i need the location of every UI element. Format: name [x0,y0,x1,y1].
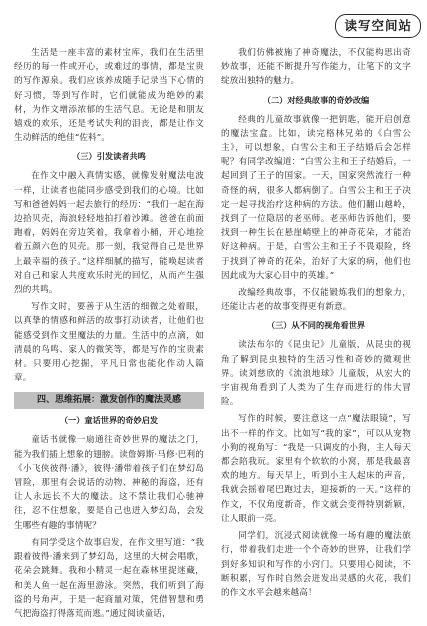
section-heading: 四、思维拓展：激发创作的魔法灵感 [14,392,204,409]
paragraph: 读法布尔的《昆虫记》儿童版，从昆虫的视角了解到昆虫独特的生活习性和奇妙的微观世界。读刘慈欣的《流浪地球》儿童版，从宏大的宇宙视角看到了人类为了生存而进行的伟大冒险。 [221,340,411,408]
paragraph: 同学们，沉浸式阅读就像一场有趣的魔法旅行，带着我们走进一个个奇妙的世界，让我们学到好多知识和写作的小窍门。只要用心阅读，不断积累，写作时自然会迸发出灵感的火花，我们的作文水平会越来越高！ [221,531,411,598]
sub-heading: （三）引发读者共鸣 [72,151,146,162]
sub-heading: （一）童话世界的奇妙启发 [59,415,159,426]
right-column [221,46,411,612]
paragraph: 写作文时，要善于从生活的细微之处着眼，以真挚的情感和鲜活的故事打动读者，让他们也能感受到作文里魔法的力量。生活中的点滴，如清晨的鸟鸣、家人的微笑等，都是写作的宝贵素材。只要用心挖掘，平凡日常也能化作动人篇章。 [14,302,204,384]
left-column [14,46,204,619]
sub-heading: （二）对经典故事的奇妙改编 [262,94,370,105]
paragraph: 经典的儿童故事就像一把钥匙，能开启创意的魔法宝盒。比如，读完格林兄弟的《白雪公主》，可以想象，白雪公主和王子结婚后会怎样呢？有同学改编道：“白雪公主和王子结婚后，一起回到了王子的国家。一天，国家突然流行一种奇怪的病，很多人都病倒了。白雪公主和王子决定一起寻找治疗这种病的方法。他们翻山越岭，找到了一位隐居的老巫师。老巫师告诉他们，要找到一种生长在悬崖峭壁上的神奇花朵，才能治好这种病。于是，白雪公主和王子不畏艰险，终于找到了神奇的花朵，治好了大家的病，他们也因此成为大家心目中的英雄。” [221,114,411,281]
sub-heading: （三）从不同的视角看世界 [266,320,366,331]
paragraph: 改编经典故事，不仅能锻炼我们的想象力，还能让古老的故事变得更有新意。 [221,288,411,313]
paragraph: 在作文中融入真情实感，就像发射魔法电波一样，让读者也能同步感受到我们的心境。比如写和爸爸妈妈一起去旅行的经历：“我们一起在海边拾贝壳，海浪轻轻地拍打着沙滩。爸爸在前面跑着，妈妈在旁边笑着，我拿着小桶，开心地捡着五颜六色的贝壳。那一刻，我觉得自己是世界上最幸福的孩子。”这样细腻的描写，能唤起读者对自己和家人共度欢乐时光的回忆，从而产生强烈的共鸣。 [14,171,204,296]
paragraph: 有同学受这个故事启发，在作文里写道：“我跟着彼得·潘来到了梦幻岛，这里的大树会唱歌，花朵会跳舞。我和小精灵一起在森林里捉迷藏，和美人鱼一起在海里游泳。突然，我们听到了海盗的号角声，于是一起商量对策，凭借智慧和勇气把海盗打得落荒而逃。”通过阅读童话， [14,537,204,619]
paragraph: 童话书就像一扇通往奇妙世界的魔法之门，能为我们插上想象的翅膀。读詹姆斯·马修·巴利的《小飞侠彼得·潘》，彼得·潘带着孩子们在梦幻岛冒险，那里有会说话的动物、神秘的海盗，还有让人永远长不大的魔法。这不禁让我们心驰神往，忍不住想象，要是自己也进入梦幻岛，会发生哪些有趣的事情呢？ [14,435,204,531]
column-tag: 读写空间站 [335,14,421,38]
paragraph: 生活是一座丰富的素材宝库，我们在生活里经历的每一件或开心，或难过的事情，都是宝贵的写作源泉。我们应该养成随手记录当下心情的好习惯，等到写作时，它们就能成为绝妙的素材，为作文增添浓郁的生活气息。无论是和朋友嬉戏的欢乐，还是考试失利的泪丧，都是让作文生动鲜活的绝佳“佐料”。 [14,48,204,144]
paragraph: 我们仿佛被施了神奇魔法，不仅能构思出奇妙故事，还能不断提升写作能力，让笔下的文字绽放出独特的魅力。 [221,48,411,87]
paragraph: 写作的时候，要注意这一点“魔法眼镜”，写出不一样的作文。比如写“我的家”，可以从宠物小狗的视角写：“我是一只调皮的小狗，主人每天都会陪我玩。家里有个软软的小窝，那是我最喜欢的地方。每天早上，听到小主人起床的声音，我就会摇着尾巴跑过去，迎接新的一天。”这样的作文，不仅角度新奇，作文就会变得特别新颖，让人眼前一亮。 [221,414,411,524]
